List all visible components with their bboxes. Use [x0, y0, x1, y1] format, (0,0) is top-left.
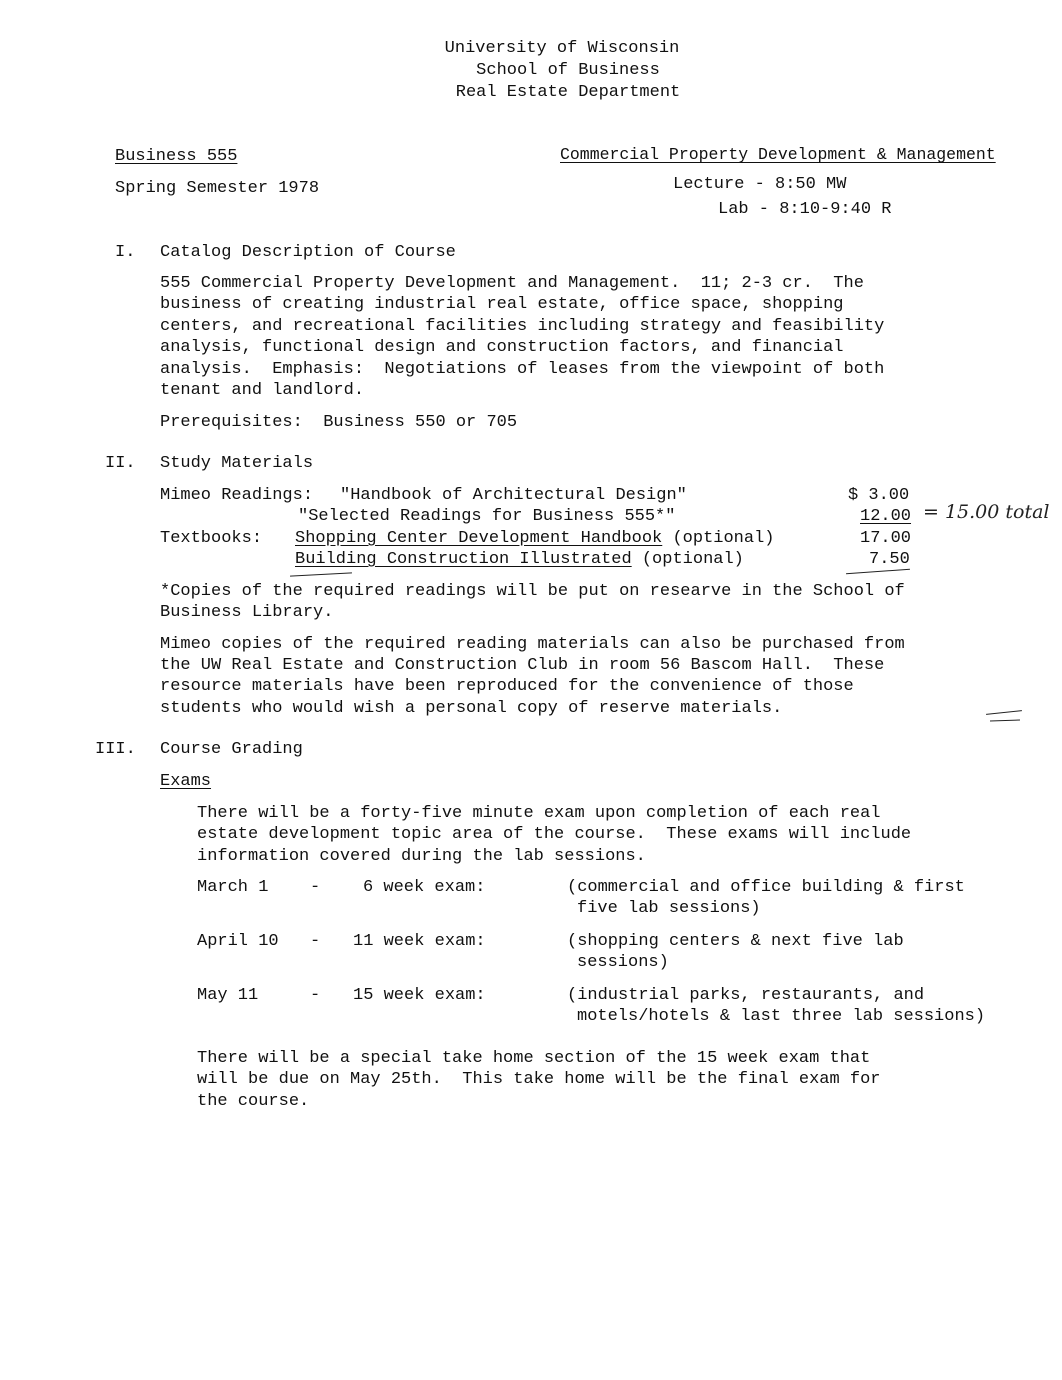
- exams-subheading: Exams: [160, 772, 212, 791]
- exam-desc: (industrial parks, restaurants, and: [567, 986, 925, 1005]
- exam-date: April 10: [197, 932, 279, 951]
- handwritten-mark: [986, 710, 1022, 715]
- section-2-heading: Study Materials: [160, 454, 314, 473]
- lecture-time: Lecture - 8:50 MW: [673, 175, 847, 194]
- exam-name: 11 week exam:: [353, 932, 486, 951]
- price: 12.00: [860, 507, 912, 526]
- exam-desc: (shopping centers & next five lab: [567, 932, 904, 951]
- exam-dash: -: [310, 986, 321, 1005]
- paragraph-line: There will be a special take home section of the 15 week exam that: [197, 1049, 871, 1068]
- mimeo-item: "Selected Readings for Business 555*": [298, 507, 676, 526]
- paragraph-line: centers, and recreational facilities including strategy and feasibility: [160, 317, 885, 336]
- paragraph-line: resource materials have been reproduced for the convenience of those: [160, 677, 854, 696]
- price: 7.50: [869, 550, 910, 569]
- lab-time: Lab - 8:10-9:40 R: [718, 200, 892, 219]
- price: $ 3.00: [848, 486, 910, 505]
- course-semester: Spring Semester 1978: [115, 179, 320, 198]
- price: 17.00: [860, 529, 912, 548]
- paragraph-line: business of creating industrial real estate, office space, shopping: [160, 295, 844, 314]
- paragraph-line: analysis, functional design and construction factors, and financial: [160, 338, 844, 357]
- exam-date: May 11: [197, 986, 259, 1005]
- header-department: Real Estate Department: [455, 83, 681, 102]
- paragraph-line: students who would wish a personal copy of reserve materials.: [160, 699, 783, 718]
- textbook-title: Shopping Center Development Handbook: [295, 529, 663, 548]
- textbook-2: [295, 549, 744, 571]
- exam-desc: sessions): [577, 953, 669, 972]
- handwritten-total: = 15.00 total: [923, 501, 1050, 523]
- textbook-note: (optional): [662, 529, 775, 548]
- handwritten-mark: [990, 719, 1020, 721]
- exam-desc: motels/hotels & last three lab sessions): [577, 1007, 986, 1026]
- exam-name: 6 week exam:: [363, 878, 486, 897]
- paragraph-line: the course.: [197, 1092, 310, 1111]
- exam-date: March 1: [197, 878, 269, 897]
- course-number: Business 555: [115, 147, 238, 166]
- section-1-heading: Catalog Description of Course: [160, 243, 456, 262]
- exam-dash: -: [310, 932, 321, 951]
- course-title: Commercial Property Development & Management: [560, 145, 996, 164]
- exam-desc: five lab sessions): [577, 899, 761, 918]
- exam-desc: (commercial and office building & first: [567, 878, 965, 897]
- exam-name: 15 week exam:: [353, 986, 486, 1005]
- textbook-1: [295, 528, 774, 550]
- handwritten-strike: [290, 572, 352, 576]
- paragraph-line: 555 Commercial Property Development and Management. 11; 2-3 cr. The: [160, 274, 864, 293]
- paragraph-line: the UW Real Estate and Construction Club in room 56 Bascom Hall. These: [160, 656, 885, 675]
- header-university: University of Wisconsin: [444, 39, 680, 58]
- paragraph-line: tenant and landlord.: [160, 381, 365, 400]
- section-3-numeral: III.: [95, 740, 136, 759]
- prerequisites: Prerequisites: Business 550 or 705: [160, 413, 518, 432]
- section-1-numeral: I.: [115, 243, 136, 262]
- paragraph-line: Mimeo copies of the required reading materials can also be purchased from: [160, 635, 905, 654]
- textbook-note: (optional): [631, 550, 744, 569]
- footnote-line: *Copies of the required readings will be put on researve in the School of: [160, 582, 905, 601]
- paragraph-line: will be due on May 25th. This take home will be the final exam for: [197, 1070, 881, 1089]
- exam-dash: -: [310, 878, 321, 897]
- textbook-title: Building Construction Illustrated: [295, 550, 632, 569]
- textbooks-label: Textbooks:: [160, 529, 263, 548]
- paragraph-line: estate development topic area of the course. These exams will include: [197, 825, 912, 844]
- paragraph-line: analysis. Emphasis: Negotiations of leases from the viewpoint of both: [160, 360, 885, 379]
- mimeo-item: "Handbook of Architectural Design": [340, 486, 687, 505]
- mimeo-label: Mimeo Readings:: [160, 486, 314, 505]
- section-3-heading: Course Grading: [160, 740, 303, 759]
- paragraph-line: There will be a forty-five minute exam upon completion of each real: [197, 804, 881, 823]
- footnote-line: Business Library.: [160, 603, 334, 622]
- header-school: School of Business: [476, 61, 660, 80]
- section-2-numeral: II.: [105, 454, 136, 473]
- paragraph-line: information covered during the lab sessions.: [197, 847, 646, 866]
